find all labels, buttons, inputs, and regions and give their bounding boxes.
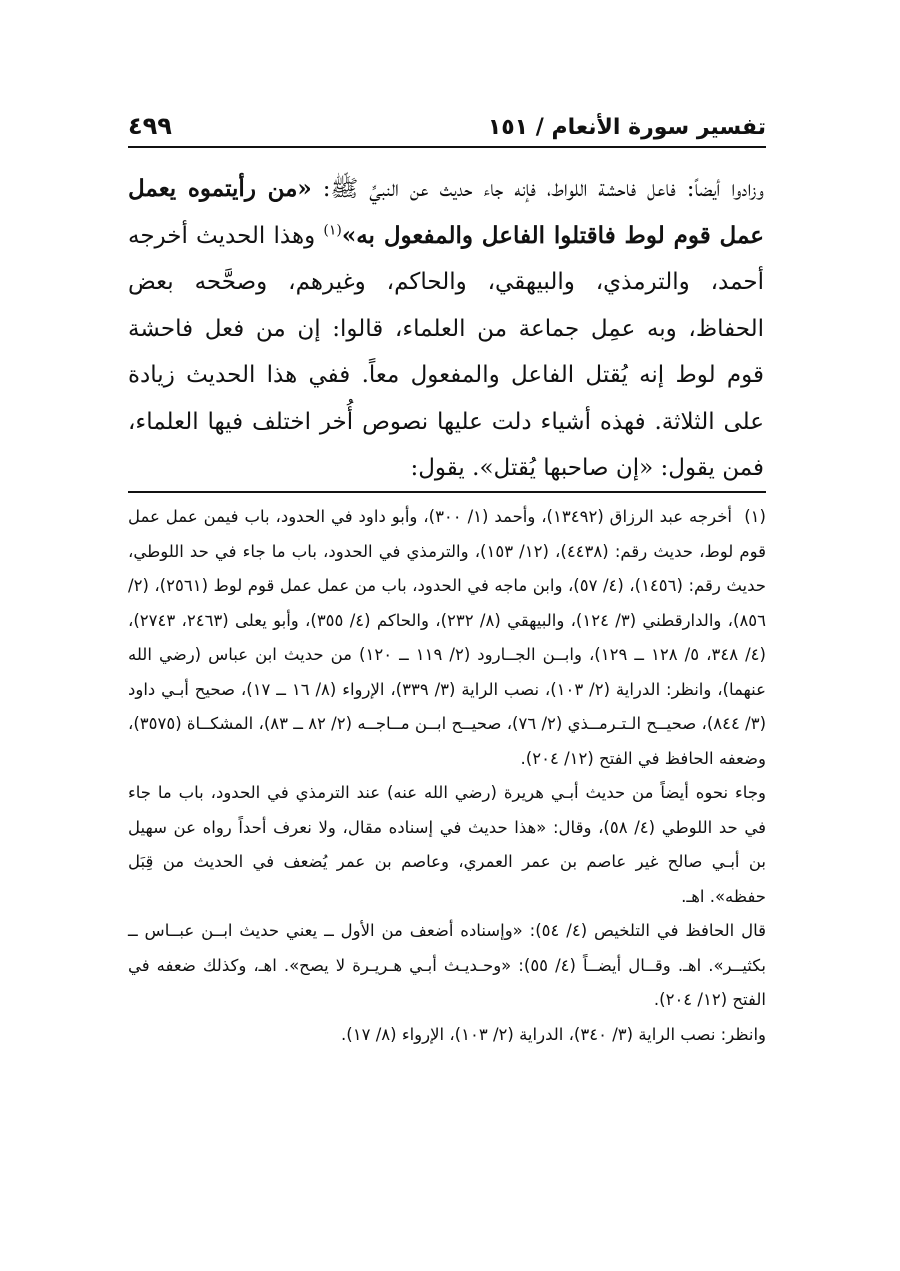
footnote-1-text: أخرجه عبد الرزاق (١٣٤٩٢)، وأحمد (١/ ٣٠٠)، وأبو داود في الحدود، باب فيمن عمل عمل قوم لوط، حديث رقم: (٤٤٣٨)، (١٢/ ١٥٣)، والترمذي في الحدود، باب ما جاء في حد اللوطي، حديث رقم: (١٤٥٦)، (٤/ ٥٧)، وابن ماجه في الحدود، باب من عمل عمل قوم لوط (٢٥٦١)، (٢/ ٨٥٦)، والدارقطني (٣/ ١٢٤)، والبيهقي (٨/ ٢٣٢)، والحاكم (٤/ ٣٥٥)، وأبو يعلى (٢٤٦٣، ٢٧٤٣)، (٤/ ٣٤٨، ٥/ ١٢٨ ــ ١٢٩)، وابــن الجــارود (٢/ ١١٩ ــ ١٢٠) من حديث ابن عباس (رضي الله عنهما)، وانظر: الدراية (٢/ ١٠٣)، نصب الراية (٣/ ٣٣٩)، الإرواء (٨/ ١٦ ــ ١٧)، صحيح أبـي داود (٣/ ٨٤٤)، صحيــح الـتـرمــذي (٢/ ٧٦)، صحيــح ابــن مــاجــه (٢/ ٨٢ ــ ٨٣)، المشكــاة (٣٥٧٥)، وضعفه الحافظ في الفتح (١٢/ ٢٠٤). bbox=[128, 507, 767, 768]
footnote-paragraph-4: وانظر: نصب الراية (٣/ ٣٤٠)، الدراية (٢/ ١٠٣)، الإرواء (٨/ ١٧). bbox=[341, 1024, 766, 1044]
running-title: تفسير سورة الأنعام / ١٥١ bbox=[487, 115, 766, 140]
footnote-number: (١) bbox=[744, 507, 766, 526]
footnote-1 bbox=[128, 500, 766, 776]
main-text-part-1: وزادوا أيضاً: فاعل فاحشة اللواط، فإنه جاء حديث عن النبيِّ ﷺ: bbox=[311, 176, 765, 202]
footnotes bbox=[128, 500, 766, 1052]
main-text bbox=[128, 166, 764, 492]
footnote-reference[interactable]: (١) bbox=[323, 221, 342, 238]
footnote-separator bbox=[128, 491, 766, 493]
hadith-quote: «من رأيتموه يعمل عمل قوم لوط فاقتلوا الفاعل والمفعول به» bbox=[128, 175, 764, 249]
page-header bbox=[128, 98, 766, 148]
main-text-part-2: وهذا الحديث أخرجه أحمد، والترمذي، والبيهقي، والحاكم، وغيرهم، وصحَّحه بعض الحفاظ، وبه عمِل جماعة من العلماء، قالوا: إن من فعل فاحشة قوم لوط إنه يُقتل الفاعل والمفعول معاً. ففي هذا الحديث زيادة على الثلاثة. فهذه أشياء دلت عليها نصوص أُخر اختلف فيها العلماء، فمن يقول: «إن صاحبها يُقتل». يقول: bbox=[128, 222, 764, 481]
footnote-paragraph-3: قال الحافظ في التلخيص (٤/ ٥٤): «وإسناده أضعف من الأول ــ يعني حديث ابــن عبــاس ــ بكثيــر». اهـ. وقــال أيضــاً (٤/ ٥٥): «وحـديـث أبـي هـريـرة لا يصح». اهـ، وكذلك ضعفه في الفتح (١٢/ ٢٠٤). bbox=[128, 921, 766, 1009]
footnote-paragraph-2: وجاء نحوه أيضاً من حديث أبـي هريرة (رضي الله عنه) عند الترمذي في الحدود، باب ما جاء في حد اللوطي (٤/ ٥٨)، وقال: «هذا حديث في إسناده مقال، ولا نعرف أحداً رواه عن سهيل بن أبـي صالح غير عاصم بن عمر العمري، وعاصم بن عمر يُضعف في الحديث من قِبَل حفظه». اهـ. bbox=[128, 783, 766, 906]
page-number: ٤٩٩ bbox=[128, 112, 172, 140]
